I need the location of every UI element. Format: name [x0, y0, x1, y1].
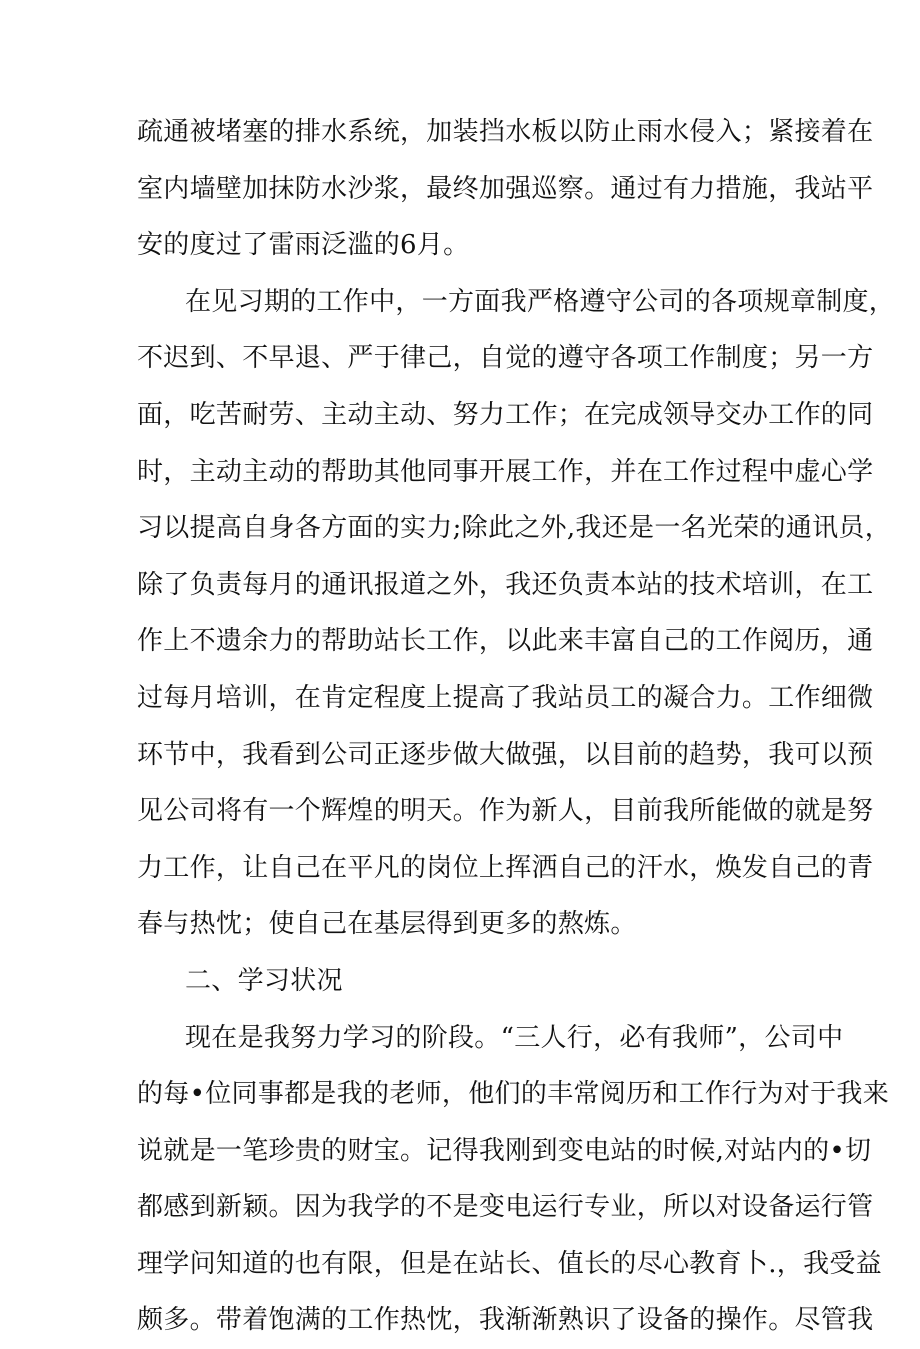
text-line: 过每月培训，在肯定程度上提高了我站员工的凝合力。工作细微: [137, 682, 874, 713]
document-body: [137, 104, 896, 1349]
text-line: 理学问知道的也有限，但是在站长、值长的尽心教育卜.，我受益: [137, 1248, 882, 1279]
text-line: 力工作，让自己在平凡的岗位上挥洒自己的汗水，焕发自己的青: [137, 852, 874, 883]
text-line: 安的度过了雷雨泛滥的6月。: [137, 230, 470, 261]
text-line: 环节中，我看到公司正逐步做大做强，以目前的趋势，我可以预: [137, 739, 874, 770]
text-line: 见公司将有一个辉煌的明天。作为新人，目前我所能做的就是努: [137, 796, 874, 827]
text-line: 颇多。带着饱满的工作热忱，我渐渐熟识了设备的操作。尽管我: [137, 1305, 874, 1336]
paragraph-first-line: 在见习期的工作中，一方面我严格遵守公司的各项规章制度，: [185, 286, 896, 317]
text-line: 不迟到、不早退、严于律己，自觉的遵守各项工作制度；另一方: [137, 343, 874, 374]
text-line: 的每•位同事都是我的老师，他们的丰常阅历和工作行为对于我来: [137, 1079, 890, 1110]
text-line: 除了负责每月的通讯报道之外，我还负责本站的技术培训，在工: [137, 569, 874, 600]
text-line: 室内墙壁加抹防水沙浆，最终加强巡察。通过有力措施，我站平: [137, 173, 874, 204]
text-line: 面，吃苦耐劳、主动主动、努力工作；在完成领导交办工作的同: [137, 399, 874, 430]
text-line: 疏通被堵塞的排水系统，加装挡水板以防止雨水侵入；紧接着在: [137, 117, 874, 147]
text-line: 时，主动主动的帮助其他同事开展工作，并在工作过程中虚心学: [137, 456, 874, 487]
text-line: 春与热忱；使自己在基层得到更多的熬炼。: [137, 909, 637, 940]
paragraph-first-line: 现在是我努力学习的阶段。“三人行，必有我师”，公司中: [185, 1022, 844, 1053]
section-heading: 二、学习状况: [185, 965, 343, 996]
text-line: 习以提高自身各方面的实力;除此之外,我还是一名光荣的通讯员，: [137, 513, 892, 544]
text-line: 都感到新颖。因为我学的不是变电运行专业，所以对设备运行管: [137, 1192, 874, 1223]
text-line: 说就是一笔珍贵的财宝。记得我刚到变电站的时候,对站内的•切: [137, 1135, 872, 1166]
text-line: 作上不遗余力的帮助站长工作，以此来丰富自己的工作阅历，通: [137, 626, 874, 657]
